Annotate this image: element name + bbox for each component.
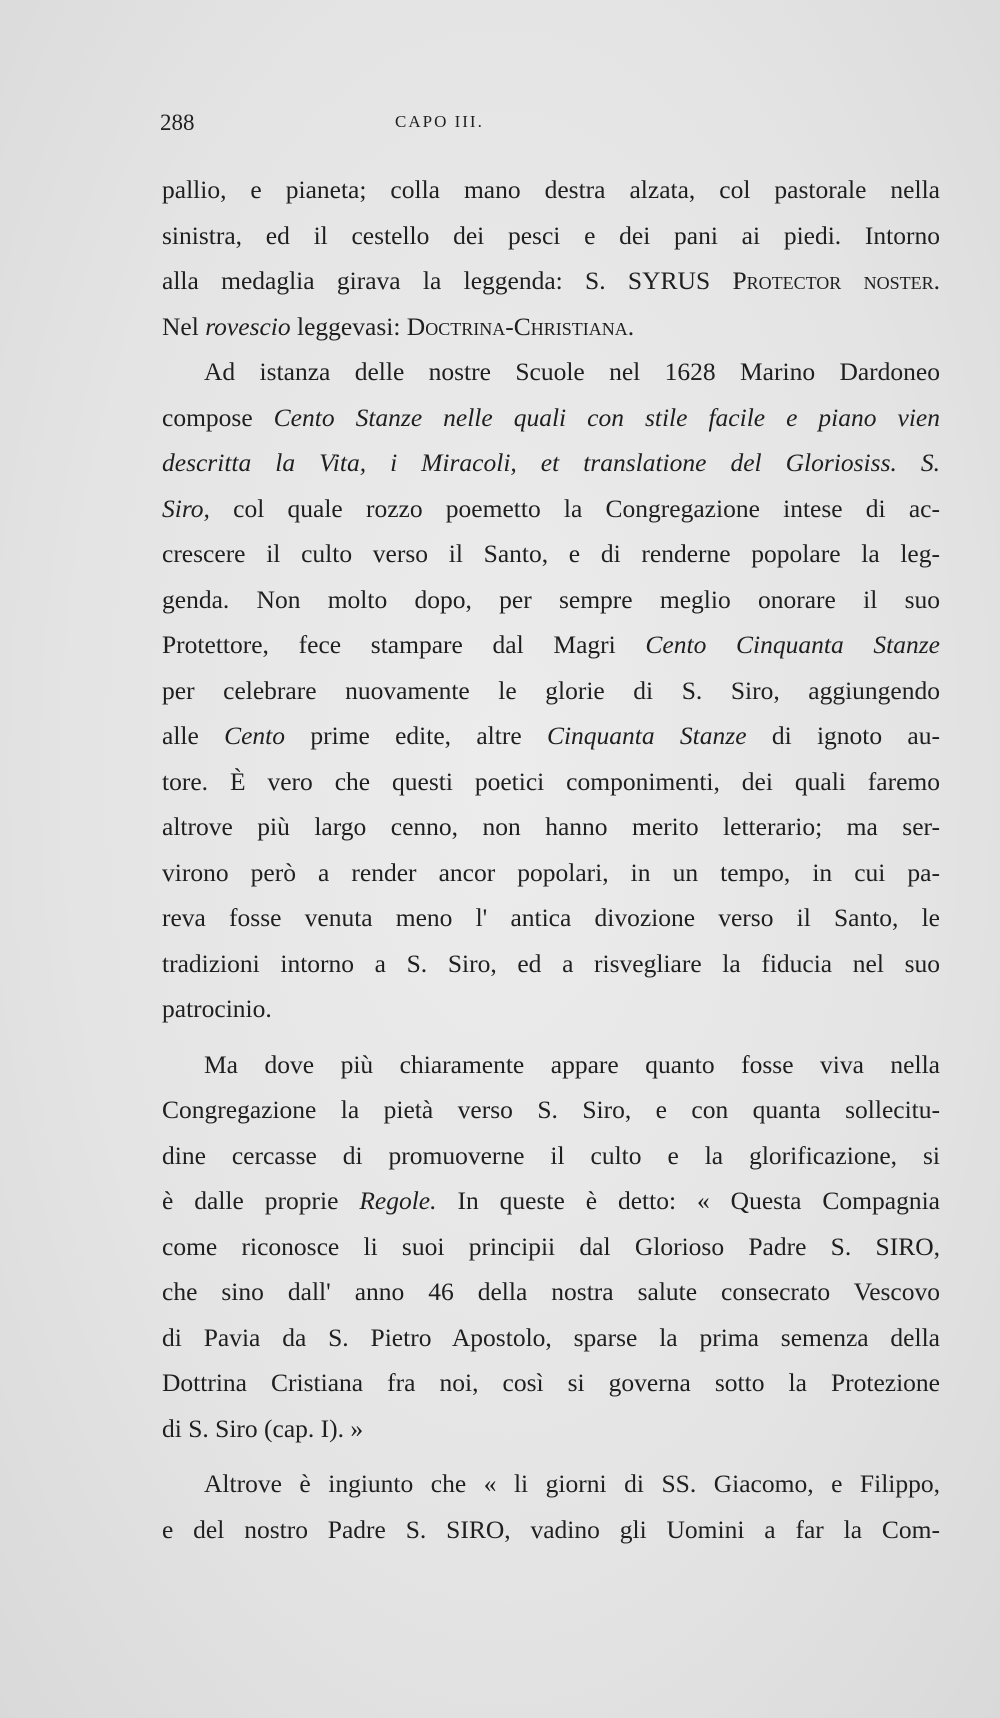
text-line: è dalle proprie Regole. In queste è detto: « Questa Compagnia bbox=[162, 1186, 940, 1215]
text-line: descritta la Vita, i Miracoli, et translatione del Gloriosiss. S. bbox=[162, 448, 940, 477]
text-line: Congregazione la pietà verso S. Siro, e con quanta sollecitu- bbox=[162, 1095, 940, 1124]
text-line: che sino dall' anno 46 della nostra salute consecrato Vescovo bbox=[162, 1277, 940, 1306]
text-line: dine cercasse di promuoverne il culto e la glorificazione, si bbox=[162, 1140, 940, 1170]
text-line: Dottrina Cristiana fra noi, così si governa sotto la Protezione bbox=[162, 1368, 940, 1397]
text-line: crescere il culto verso il Santo, e di renderne popolare la leg- bbox=[162, 539, 940, 568]
text-line: di S. Siro (cap. I). » bbox=[162, 1413, 364, 1443]
text-line: sinistra, ed il cestello dei pesci e dei pani ai piedi. Intorno bbox=[162, 220, 940, 250]
chapter-title: CAPO III. bbox=[395, 112, 484, 131]
text-line: tore. È vero che questi poetici componimenti, dei quali faremo bbox=[162, 766, 940, 796]
text-line: pallio, e pianeta; colla mano destra alzata, col pastorale nella bbox=[162, 175, 940, 204]
paragraph-gap bbox=[162, 1451, 940, 1461]
text-line: altrove più largo cenno, non hanno merito letterario; ma ser- bbox=[162, 812, 940, 841]
text-line: tradizioni intorno a S. Siro, ed a risvegliare la fiducia nel suo bbox=[162, 948, 940, 978]
text-line: Ma dove più chiaramente appare quanto fosse viva nella bbox=[204, 1049, 940, 1079]
running-head bbox=[160, 110, 940, 140]
text-line: Ad istanza delle nostre Scuole nel 1628 Marino Dardoneo bbox=[204, 357, 940, 386]
text-line: patrocinio. bbox=[162, 994, 272, 1023]
page-number: 288 bbox=[160, 110, 195, 135]
text-line: reva fosse venuta meno l' antica divozione verso il Santo, le bbox=[162, 903, 940, 932]
text-line: alla medaglia girava la leggenda: S. SYRUS Protector noster. bbox=[162, 266, 940, 295]
text-line: Protettore, fece stampare dal Magri Cento Cinquanta Stanze bbox=[162, 630, 940, 659]
text-line: genda. Non molto dopo, per sempre meglio onorare il suo bbox=[162, 584, 940, 614]
body-text bbox=[162, 167, 940, 1552]
text-line: per celebrare nuovamente le glorie di S. Siro, aggiungendo bbox=[162, 675, 940, 705]
text-line: e del nostro Padre S. SIRO, vadino gli Uomini a far la Com- bbox=[162, 1514, 940, 1544]
text-line: Altrove è ingiunto che « li giorni di SS. Giacomo, e Filippo, bbox=[204, 1469, 940, 1498]
text-line: virono però a render ancor popolari, in un tempo, in cui pa- bbox=[162, 857, 940, 887]
text-line: di Pavia da S. Pietro Apostolo, sparse la prima semenza della bbox=[162, 1322, 940, 1352]
text-line: alle Cento prime edite, altre Cinquanta Stanze di ignoto au- bbox=[162, 721, 940, 750]
text-line: Nel rovescio leggevasi: Doctrina-Christiana. bbox=[162, 311, 635, 341]
paragraph-gap bbox=[162, 1032, 940, 1042]
text-line: come riconosce li suoi principii dal Glorioso Padre S. SIRO, bbox=[162, 1231, 940, 1261]
text-line: Siro, col quale rozzo poemetto la Congregazione intese di ac- bbox=[162, 493, 940, 523]
text-line: compose Cento Stanze nelle quali con stile facile e piano vien bbox=[162, 402, 940, 432]
